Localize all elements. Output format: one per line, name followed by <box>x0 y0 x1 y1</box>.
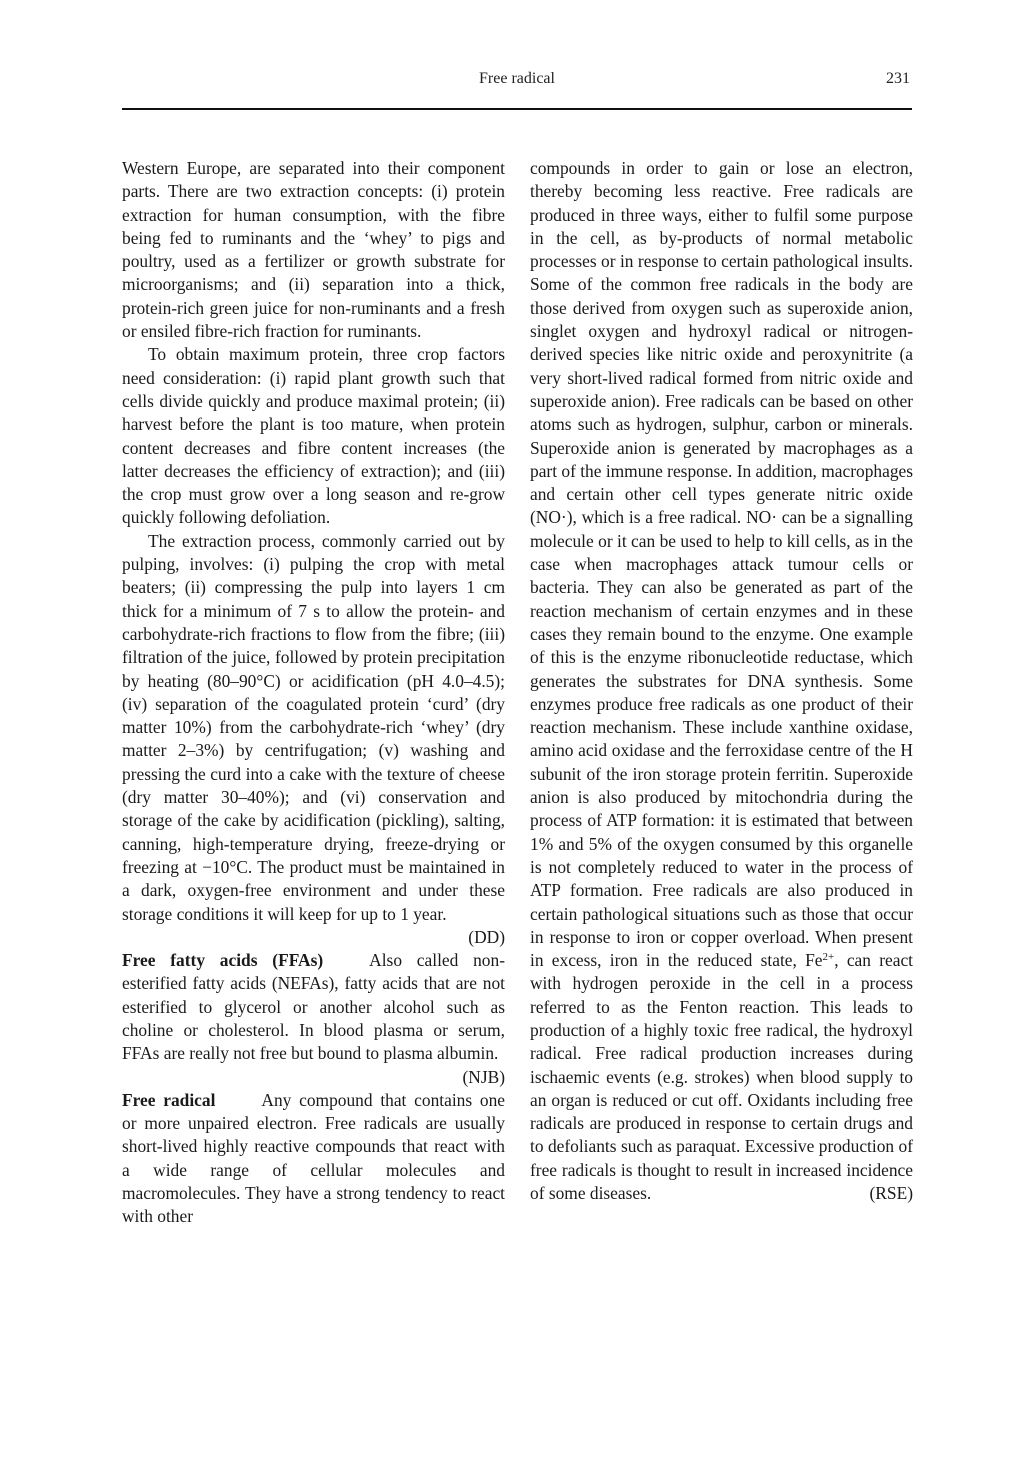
header-rule <box>122 108 912 110</box>
definition-free-fatty-acids: Also called non-esterified fatty acids (NEFAs), fatty acids that are not esterified to glycerol or another alcohol such as choline or cholesterol. In blood plasma or serum, FFAs are really not free but bound to plasma albumin. <box>122 950 505 1064</box>
free-radical-text-a: compounds in order to gain or lose an electron, thereby becoming less reactive. Free radicals are produced in three ways, either to fulfil some purpose in the cell, as by-products of normal metabolic processes or in response to certain pathological insults. Some of the common free radicals in the body are those derived from oxygen such as superoxide anion, singlet oxygen and hydroxyl radical or nitrogen-derived species like nitric oxide and peroxynitrite (a very short-lived radical formed from nitric oxide and superoxide anion). Free radicals can be based on other atoms such as hydrogen, sulphur, carbon or minerals. Superoxide anion is generated by macrophages as a part of the immune response. In addition, macrophages and certain other cell types generate nitric oxide (NO·), which is a free radical. NO· can be a signalling molecule or it can be used to help to kill cells, as in the case when macrophages attack tumour cells or bacteria. They can also be generated as part of the reaction mechanism of certain enzymes and in these cases they remain bound to the enzyme. One example of this is the enzyme ribonucleotide reductase, which generates the substrates for DNA synthesis. Some enzymes produce free radicals as one product of their reaction mechanism. These include xanthine oxidase, amino acid oxidase and the ferroxidase centre of the H subunit of the iron storage protein ferritin. Superoxide anion is also produced by mitochondria during the process of ATP formation: it is estimated that between 1% and 5% of the oxygen consumed by this organelle is not completely reduced to water in the process of ATP formation. Free radicals are also produced in certain pathological situations such as those that occur in response to iron or copper overload. When present in excess, iron in the reduced state, Fe <box>530 158 913 971</box>
running-head-title: Free radical <box>479 70 555 87</box>
author-initials-rse: (RSE) <box>869 1183 913 1204</box>
author-initials-dd: (DD) <box>468 926 505 947</box>
entry-free-fatty-acids <box>122 949 505 1087</box>
headword-free-radical: Free radical <box>122 1089 216 1110</box>
iron-charge-superscript: 2+ <box>822 951 835 964</box>
entry-free-radical <box>122 1089 505 1229</box>
headword-free-fatty-acids: Free fatty acids (FFAs) <box>122 950 324 971</box>
page-number: 231 <box>886 70 910 87</box>
free-radical-text-b: , can react with hydrogen peroxide in the cell in a process referred to as the Fenton reaction. This leads to production of a highly toxic free radical, the hydroxyl radical. Free radical production increases during ischaemic events (e.g. strokes) when blood supply to an organ is reduced or cut off. Oxidants including free radicals are produced in response to certain drugs and to defoliants such as paraquat. Excessive production of free radicals is thought to result in increased incidence of some diseases. <box>530 950 913 1204</box>
paragraph-continuation: Western Europe, are separated into their component parts. There are two extraction concepts: (i) protein extraction for human consumption, with the fibre being fed to ruminants and the ‘whey’ to pigs and poultry, used as a fertilizer or growth substrate for microorganisms; and (ii) separation into a thick, protein-rich green juice for non-ruminants and a fresh or ensiled fibre-rich fraction for ruminants. <box>122 158 505 342</box>
right-column <box>530 157 913 1205</box>
left-column <box>122 157 505 1229</box>
extraction-process-text: The extraction process, commonly carried out by pulping, involves: (i) pulping the crop with metal beaters; (ii) compressing the pulp into layers 1 cm thick for a minimum of 7 s to allow the protein- and carbohydrate-rich fractions to flow from the fibre; (iii) filtration of the juice, followed by protein precipitation by heating (80–90°C) or acidification (pH 4.0–4.5); (iv) separation of the coagulated protein ‘curd’ (dry matter 10%) from the carbohydrate-rich ‘whey’ (dry matter 2–3%) by centrifugation; (v) washing and pressing the curd into a cake with the texture of cheese (dry matter 30–40%); and (vi) conservation and storage of the cake by acidification (pickling), salting, canning, high-temperature drying, freeze-drying or freezing at −10°C. The product must be maintained in a dark, oxygen-free environment and under these storage conditions it will keep for up to 1 year. <box>122 530 505 924</box>
running-head <box>122 66 912 96</box>
paragraph-extraction-process <box>122 530 505 947</box>
paragraph-crop-factors: To obtain maximum protein, three crop factors need consideration: (i) rapid plant growth such that cells divide quickly and produce maximal protein; (ii) harvest before the plant is too mature, when protein content decreases and fibre content increases (the latter decreases the efficiency of extraction); and (iii) the crop must grow over a long season and re-grow quickly following defoliation. <box>122 344 505 528</box>
definition-free-radical-start: Any compound that contains one or more unpaired electron. Free radicals are usually short-lived highly reactive compounds that react with a wide range of cellular molecules and macromolecules. They have a strong tendency to react with other <box>122 1089 505 1227</box>
author-initials-njb: (NJB) <box>462 1066 505 1087</box>
paragraph-free-radical-continued <box>530 157 913 1205</box>
